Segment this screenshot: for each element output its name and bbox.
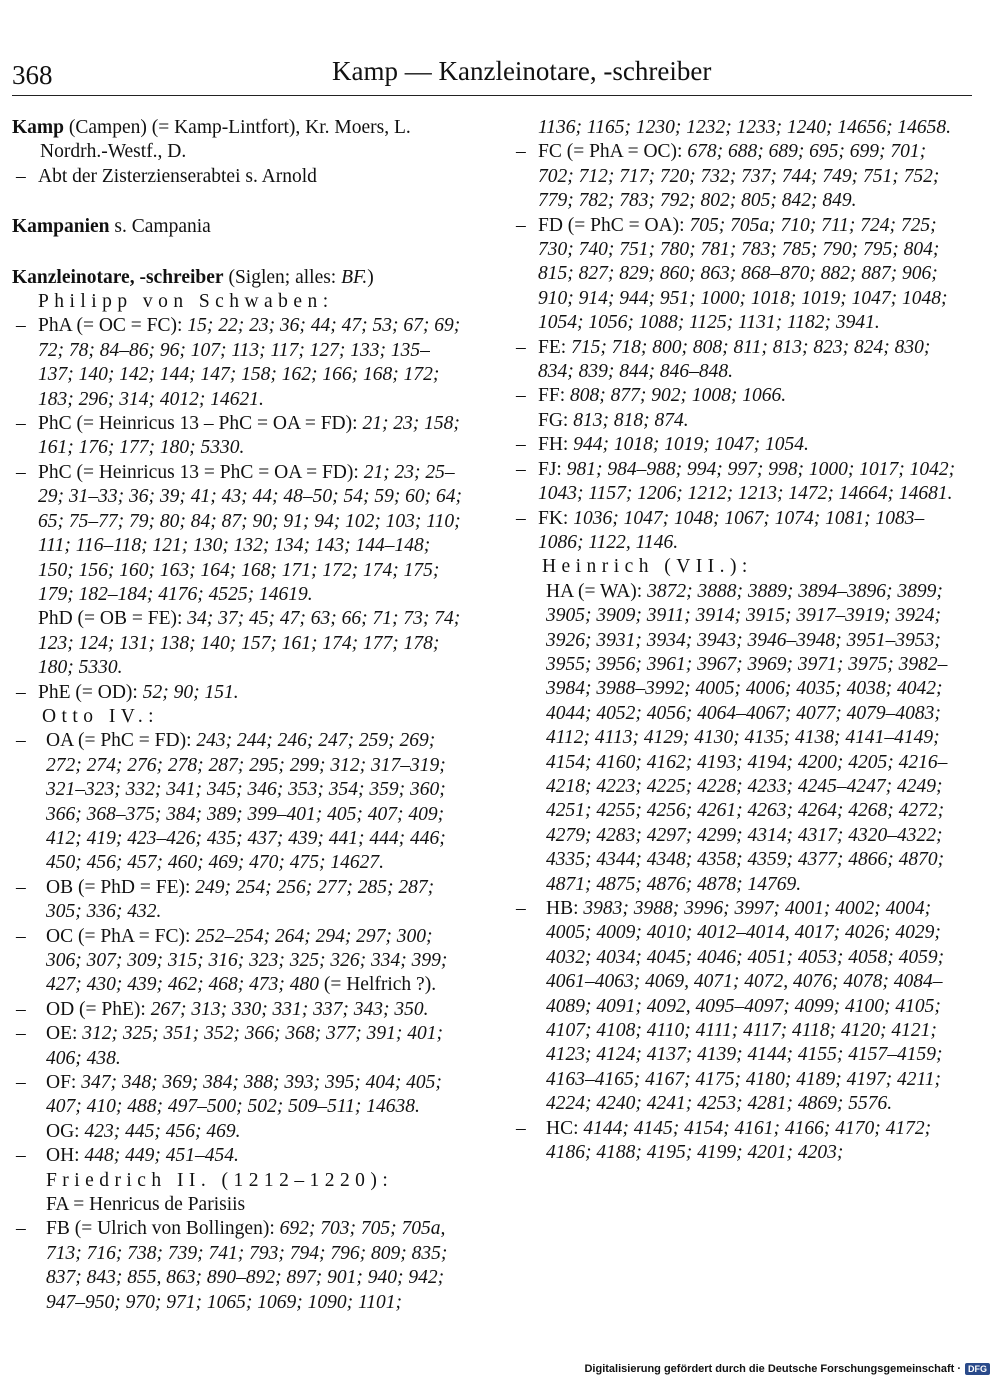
siglum: OA (= PhC = FD): <box>46 730 192 752</box>
entry-ha <box>512 580 962 897</box>
siglum: FC (= PhA = OC): <box>538 141 683 163</box>
numbers: 944; 1018; 1019; 1047; 1054. <box>568 434 809 456</box>
dfg-logo: DFG <box>965 1363 990 1375</box>
entry-text: (Campen) (= Kamp-Lintfort), Kr. Moers, L. Nordrh.-Westf., D. <box>40 117 411 163</box>
running-title: Kamp — Kanzleinotare, -schreiber <box>332 56 712 86</box>
siglum: OH: <box>46 1145 80 1167</box>
entry-fd: – FD (= PhC = OA): 705; 705a; 710; 711; 724; 725; 730; 740; 751; 780; 781; 783; 785; 790; 795; 804; 815; 827; 829; 860; 863; 868–870; 882; 887; 906; 910; 914; 944; 951; 1000; 1018; 1019; 1047; 1048; 1054; 1056; 1088; 1125; 1131; 1182; 3941. <box>516 214 948 334</box>
numbers: 34; 37; 45; 47; 63; 66; 71; 73; 74; 123; 124; 131; 138; 140; 157; 161; 174; 177; 178; 180; 5330. <box>38 608 461 679</box>
entry-of: – OF: 347; 348; 369; 384; 388; 393; 395; 404; 405; 407; 410; 488; 497–500; 502; 509–511; 14638. <box>16 1072 442 1118</box>
numbers: 21; 23; 158; 161; 176; 177; 180; 5330. <box>38 413 460 459</box>
entry-oc: – OC (= PhA = FC): 252–254; 264; 294; 297; 300; 306; 307; 309; 315; 316; 323; 325; 326; 334; 399; 427; 430; 439; 462; 468; 473; 480 (= Helfrich ?). <box>16 925 448 996</box>
numbers: 267; 313; 330; 331; 337; 343; 350. <box>145 998 429 1020</box>
siglum: OC (= PhA = FC): <box>46 925 191 947</box>
entry-ob: – OB (= PhD = FE): 249; 254; 256; 277; 285; 287; 305; 336; 432. <box>16 876 435 923</box>
numbers: 692; 703; 705; 705a, 713; 716; 738; 739; 741; 793; 794; 796; 809; 835; 837; 843; 855, 863; 890–892; 897; 901; 940; 942; 947–950; 970; 971; 1065; 1069; 1090; 1101; <box>46 1218 448 1313</box>
section-heinrich: Heinrich (VII.): <box>542 556 753 578</box>
section-otto: Otto IV.: <box>42 705 160 727</box>
entry-fg <box>512 409 962 433</box>
siglum: FD (= PhC = OA): <box>538 214 685 236</box>
numbers: 243; 244; 246; 247; 259; 269; 272; 274; 276; 278; 287; 295; 299; 312; 317–319; 321–323; 332; 341; 345; 346; 353; 354; 359; 360; 366; 368–375; 384; 389; 399–401; 405; 407; 409; 412; 419; 423–426; 435; 437; 439; 441; 444; 446; 450; 456; 457; 460; 469; 470; 475; 14627. <box>46 730 446 874</box>
siglum: PhA (= OC = FC): <box>38 315 183 337</box>
entry-abt: – Abt der Zisterzienserabtei s. Arnold <box>16 165 317 187</box>
numbers: 981; 984–988; 994; 997; 998; 1000; 1017; 1042; 1043; 1157; 1206; 1212; 1213; 1472; 14664; 14681. <box>538 458 956 505</box>
siglum: HB: <box>546 898 579 919</box>
siglum: PhC (= Heinricus 13 – PhC = OA = FD): <box>38 413 358 435</box>
section-friedrich: Friedrich II. (1212–1220): <box>46 1169 394 1191</box>
entry-text: ) <box>367 266 374 288</box>
entry-text: (Siglen; alles: <box>223 266 342 288</box>
numbers: 705; 705a; 710; 711; 724; 725; 730; 740; 751; 780; 781; 783; 785; 790; 795; 804; 815; 827; 829; 860; 863; 868–870; 882; 887; 906; 910; 914; 944; 951; 1000; 1018; 1019; 1047; 1048; 1054; 1056; 1088; 1125; 1131; 1182; 3941. <box>538 214 948 334</box>
headword: Kamp <box>12 117 65 138</box>
entry-phd <box>12 607 464 680</box>
entry-kamp <box>12 116 464 165</box>
siglum: PhC (= Heinricus 13 = PhC = OA = FD): <box>38 461 359 483</box>
entry-pha: – PhA (= OC = FC): 15; 22; 23; 36; 44; 47; 53; 67; 69; 72; 78; 84–86; 96; 107; 113; 117; 127; 133; 135–137; 140; 142; 144; 147; 158; 162; 166; 168; 172; 183; 296; 314; 4012; 14621. <box>16 315 461 410</box>
entry-abbrev: BF. <box>341 266 368 288</box>
numbers: 808; 877; 902; 1008; 1066. <box>565 385 787 407</box>
entry-fk: – FK: 1036; 1047; 1048; 1067; 1074; 1081; 1083–1086; 1122, 1146. <box>516 507 925 553</box>
numbers: 4144; 4145; 4154; 4161; 4166; 4170; 4172; 4186; 4188; 4195; 4199; 4201; 4203; <box>546 1117 932 1164</box>
numbers: 678; 688; 689; 695; 699; 701; 702; 712; 717; 720; 732; 737; 744; 749; 751; 752; 779; 782; 783; 792; 802; 805; 842; 849. <box>538 141 940 212</box>
numbers: 312; 325; 351; 352; 366; 368; 377; 391; 401; 406; 438. <box>46 1023 443 1069</box>
siglum: OG: <box>46 1120 80 1142</box>
entry-fa: FA = Henricus de Parisiis <box>46 1194 246 1216</box>
section-philipp: Philipp von Schwaben: <box>38 291 334 313</box>
entry-og <box>12 1120 464 1144</box>
siglum: HA (= WA): <box>546 580 643 602</box>
note: (= Helfrich ?). <box>318 974 437 996</box>
entry-fc: – FC (= PhA = OC): 678; 688; 689; 695; 699; 701; 702; 712; 717; 720; 732; 737; 744; 749; 751; 752; 779; 782; 783; 792; 802; 805; 842; 849. <box>516 141 940 212</box>
numbers: 15; 22; 23; 36; 44; 47; 53; 67; 69; 72; 78; 84–86; 96; 107; 113; 117; 127; 133; 135–137; 140; 142; 144; 147; 158; 162; 166; 168; 172; 183; 296; 314; 4012; 14621. <box>38 315 461 410</box>
entry-ff: – FF: 808; 877; 902; 1008; 1066. <box>516 385 787 407</box>
siglum: OD (= PhE): <box>46 998 146 1020</box>
entry-text: s. Campania <box>109 216 211 238</box>
numbers: 3872; 3888; 3889; 3894–3896; 3899; 3905; 3909; 3911; 3914; 3915; 3917–3919; 3924; 3926; 3931; 3934; 3943; 3946–3948; 3951–3953; 3955; 3956; 3961; 3967; 3969; 3971; 3975; 3982–3984; 3988–3992; 4005; 4006; 4035; 4038; 4042; 4044; 4052; 4056; 4064–4067; 4077; 4079–4083; 4112; 4113; 4129; 4130; 4135; 4138; 4141–4149; 4154; 4160; 4162; 4193; 4194; 4200; 4205; 4216–4218; 4223; 4225; 4228; 4233; 4245–4247; 4249; 4251; 4255; 4256; 4261; 4263; 4264; 4268; 4272; 4279; 4283; 4297; 4299; 4314; 4317; 4320–4322; 4335; 4344; 4348; 4358; 4359; 4377; 4866; 4870; 4871; 4875; 4876; 4878; 14769. <box>546 580 948 895</box>
siglum: OF: <box>46 1072 77 1094</box>
footer-text: Digitalisierung gefördert durch die Deutsche Forschungsgemeinschaft · <box>584 1363 961 1375</box>
page-number: 368 <box>12 60 53 90</box>
numbers: 21; 23; 25–29; 31–33; 36; 39; 41; 43; 44; 48–50; 54; 59; 60; 64; 65; 75–77; 79; 80; 84; 87; 90; 91; 94; 102; 103; 110; 111; 116–118; 121; 130; 132; 134; 143; 144–148; 150; 156; 160; 163; 164; 168; 171; 172; 174; 175; 179; 182–184; 4176; 4525; 14619. <box>38 461 463 605</box>
entry-fe: – FE: 715; 718; 800; 808; 811; 813; 823; 824; 830; 834; 839; 844; 846–848. <box>516 336 931 383</box>
siglum: FE: <box>538 336 567 358</box>
headword: Kanzleinotare, -schreiber <box>12 266 224 288</box>
entry-fh: – FH: 944; 1018; 1019; 1047; 1054. <box>516 434 809 456</box>
siglum: PhE (= OD): <box>38 681 138 703</box>
entry-phc-1: – PhC (= Heinricus 13 – PhC = OA = FD): 21; 23; 158; 161; 176; 177; 180; 5330. <box>16 413 460 459</box>
entry-text: Abt der Zisterzienserabtei s. Arnold <box>38 165 317 187</box>
entry-fb-continued <box>512 116 962 140</box>
siglum: OE: <box>46 1023 78 1045</box>
entry-phc-2: – PhC (= Heinricus 13 = PhC = OA = FD): 21; 23; 25–29; 31–33; 36; 39; 41; 43; 44; 48–50; 54; 59; 60; 64; 65; 75–77; 79; 80; 84; 87; 90; 91; 94; 102; 103; 110; 111; 116–118; 121; 130; 132; 134; 143; 144–148; 150; 156; 160; 163; 164; 168; 171; 172; 174; 175; 179; 182–184; 4176; 4525; 14619. <box>16 461 463 605</box>
entry-fj: – FJ: 981; 984–988; 994; 997; 998; 1000; 1017; 1042; 1043; 1157; 1206; 1212; 1213; 1472; 14664; 14681. <box>516 458 956 505</box>
numbers: 715; 718; 800; 808; 811; 813; 823; 824; 830; 834; 839; 844; 846–848. <box>538 336 931 383</box>
header-rule <box>12 95 972 96</box>
entry-oh: – OH: 448; 449; 451–454. <box>16 1145 239 1167</box>
entry-oa: – OA (= PhC = FD): 243; 244; 246; 247; 259; 269; 272; 274; 276; 278; 287; 295; 299; 312; 317–319; 321–323; 332; 341; 345; 346; 353; 354; 359; 360; 366; 368–375; 384; 389; 399–401; 405; 407; 409; 412; 419; 423–426; 435; 437; 439; 441; 444; 446; 450; 456; 457; 460; 469; 470; 475; 14627. <box>16 730 446 874</box>
entry-hb: – HB: 3983; 3988; 3996; 3997; 4001; 4002; 4004; 4005; 4009; 4010; 4012–4014, 4017; 4026; 4029; 4032; 4034; 4045; 4046; 4051; 4053; 4058; 4059; 4061–4063; 4069, 4071; 4072, 4076; 4078; 4084–4089; 4091; 4092, 4095–4097; 4099; 4100; 4105; 4107; 4108; 4110; 4111; 4117; 4118; 4120; 4121; 4123; 4124; 4137; 4139; 4144; 4155; 4157–4159; 4163–4165; 4167; 4175; 4180; 4189; 4197; 4211; 4224; 4240; 4241; 4253; 4281; 4869; 5576. <box>516 898 945 1115</box>
siglum: FB (= Ulrich von Bollingen): <box>46 1218 275 1240</box>
siglum: FK: <box>538 507 569 529</box>
siglum: FF: <box>538 385 566 407</box>
entry-od: – OD (= PhE): 267; 313; 330; 331; 337; 343; 350. <box>16 998 429 1020</box>
numbers: 52; 90; 151. <box>137 681 239 703</box>
siglum: FG: <box>538 409 569 431</box>
siglum: FJ: <box>538 458 562 480</box>
numbers: 1036; 1047; 1048; 1067; 1074; 1081; 1083–1086; 1122, 1146. <box>538 507 925 553</box>
numbers: 448; 449; 451–454. <box>79 1145 239 1167</box>
left-column <box>12 116 464 1315</box>
siglum: OB (= PhD = FE): <box>46 876 191 898</box>
entry-oe: – OE: 312; 325; 351; 352; 366; 368; 377; 391; 401; 406; 438. <box>16 1023 443 1069</box>
entry-kampanien <box>12 215 464 239</box>
entry-fb: – FB (= Ulrich von Bollingen): 692; 703; 705; 705a, 713; 716; 738; 739; 741; 793; 794; 796; 809; 835; 837; 843; 855, 863; 890–892; 897; 901; 940; 942; 947–950; 970; 971; 1065; 1069; 1090; 1101; <box>16 1218 448 1313</box>
siglum: PhD (= OB = FE): <box>38 608 183 630</box>
numbers: 3983; 3988; 3996; 3997; 4001; 4002; 4004; 4005; 4009; 4010; 4012–4014, 4017; 4026; 4029; 4032; 4034; 4045; 4046; 4051; 4053; 4058; 4059; 4061–4063; 4069, 4071; 4072, 4076; 4078; 4084–4089; 4091; 4092, 4095–4097; 4099; 4100; 4105; 4107; 4108; 4110; 4111; 4117; 4118; 4120; 4121; 4123; 4124; 4137; 4139; 4144; 4155; 4157–4159; 4163–4165; 4167; 4175; 4180; 4189; 4197; 4211; 4224; 4240; 4241; 4253; 4281; 4869; 5576. <box>546 898 945 1115</box>
numbers: 347; 348; 369; 384; 388; 393; 395; 404; 405; 407; 410; 488; 497–500; 502; 509–511; 14638. <box>46 1072 442 1118</box>
headword: Kampanien <box>12 216 110 238</box>
entry-hc: – HC: 4144; 4145; 4154; 4161; 4166; 4170; 4172; 4186; 4188; 4195; 4199; 4201; 4203; <box>516 1117 932 1164</box>
numbers: 423; 445; 456; 469. <box>79 1120 241 1142</box>
siglum: FH: <box>538 434 569 456</box>
numbers: 249; 254; 256; 277; 285; 287; 305; 336; 432. <box>46 876 435 923</box>
page-header <box>12 52 972 96</box>
numbers: 813; 818; 874. <box>568 409 689 431</box>
numbers: 252–254; 264; 294; 297; 300; 306; 307; 309; 315; 316; 323; 325; 326; 334; 399; 427; 430; 439; 462; 468; 473; 480 <box>46 925 448 996</box>
numbers: 1136; 1165; 1230; 1232; 1233; 1240; 14656; 14658. <box>538 117 952 138</box>
siglum: HC: <box>546 1117 579 1139</box>
entry-kanzleinotare <box>12 266 464 290</box>
entry-phe: – PhE (= OD): 52; 90; 151. <box>16 681 239 703</box>
right-column <box>512 116 962 1165</box>
digitization-footer <box>584 1363 990 1375</box>
